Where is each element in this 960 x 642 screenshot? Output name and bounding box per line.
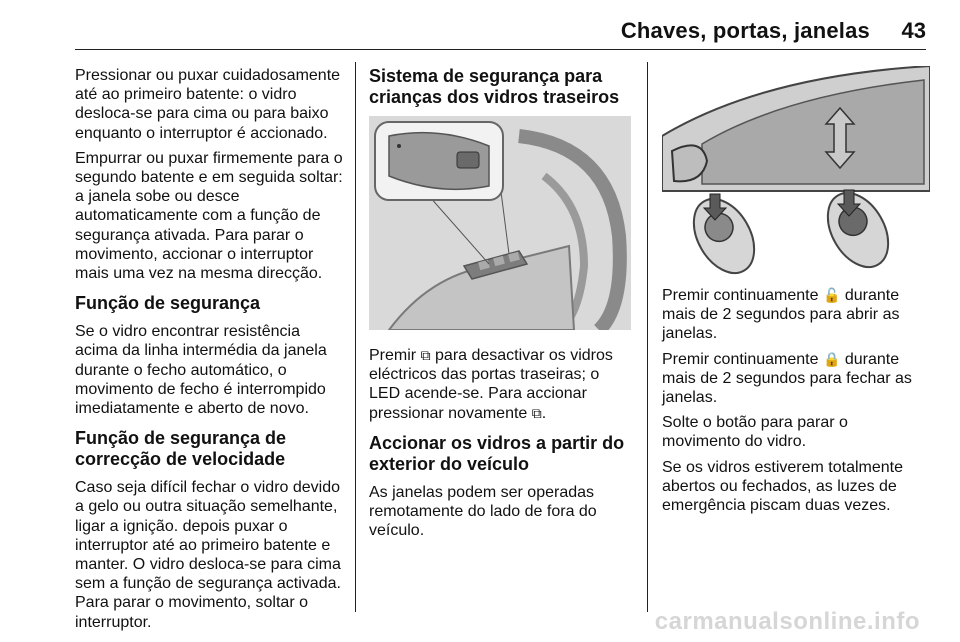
heading-remote-windows: Accionar os vidros a partir do exterior do veículo: [369, 432, 625, 474]
paragraph-stop-movement: Solte o botão para parar o movimento do vidro.: [662, 414, 848, 451]
paragraph-close-windows-pre: Premir continuamente: [662, 350, 819, 368]
column-1: [75, 66, 345, 638]
paragraph-safety-function: Se o vidro encontrar resistência acima da linha intermédia da janela durante o fecho automático, o movimento de fecho é interrompido imediatamente e aberto de novo.: [75, 323, 327, 418]
column-divider-left: [355, 62, 356, 612]
child-lock-window-icon: ⧉: [420, 348, 431, 364]
paragraph-close-windows: [662, 350, 930, 408]
column-3: [662, 66, 930, 521]
paragraph-child-lock-post: para desactivar os vidros eléctricos das portas traseiras; o LED acende-se. Para accionar pressionar novamente: [369, 347, 613, 422]
heading-child-safety: Sistema de segurança para crianças dos vidros traseiros: [369, 66, 620, 107]
remote-key-illustration: [662, 66, 930, 276]
lock-icon: 🔒: [822, 351, 841, 368]
paragraph-open-windows-post: durante mais de 2 segundos para abrir as janelas.: [662, 287, 900, 343]
watermark: carmanualsonline.info: [654, 608, 920, 635]
heading-speed-correction: Função de segurança de correcção de velocidade: [75, 428, 287, 470]
paragraph-child-lock-end: .: [541, 404, 547, 422]
paragraph-second-stop: Empurrar ou puxar firmemente para o segundo batente e em seguida soltar: a janela sobe ou desce automaticamente com a função de segurança ativada. Para parar o movimento, accionar o interruptor mais uma vez na mesma direcção.: [75, 149, 343, 283]
heading-safety-function: Função de segurança: [75, 293, 261, 314]
paragraph-close-windows-post: durante mais de 2 segundos para fechar as janelas.: [662, 350, 912, 407]
door-switch-illustration: [369, 116, 631, 330]
column-2: [369, 66, 634, 546]
unlock-icon: 🔓: [822, 288, 841, 304]
paragraph-remote-windows: As janelas podem ser operadas remotamente do lado de fora do veículo.: [369, 483, 597, 540]
page-number: 43: [901, 18, 926, 43]
paragraph-first-stop: Pressionar ou puxar cuidadosamente até ao primeiro batente: o vidro desloca-se para cima ou para baixo enquanto o interruptor é accionado.: [75, 67, 341, 142]
column-divider-right: [647, 62, 648, 612]
paragraph-hazard-lights: Se os vidros estiverem totalmente abertos ou fechados, as luzes de emergência piscam duas vezes.: [662, 458, 903, 515]
paragraph-child-lock: [369, 346, 634, 423]
paragraph-child-lock-pre: Premir: [369, 347, 417, 364]
page-title: Chaves, portas, janelas: [620, 18, 870, 43]
paragraph-open-windows: [662, 286, 930, 344]
child-lock-window-icon: ⧉: [531, 405, 542, 422]
paragraph-open-windows-pre: Premir continuamente: [662, 287, 819, 304]
paragraph-speed-correction: Caso seja difícil fechar o vidro devido a gelo ou outra situação semelhante, ligar a ignição. depois puxar o interruptor até ao primeiro batente e manter. O vidro desloca-se para cima sem a função de segurança activada. Para parar o movimento, soltar o interruptor.: [75, 479, 341, 631]
header-rule: [75, 49, 926, 50]
